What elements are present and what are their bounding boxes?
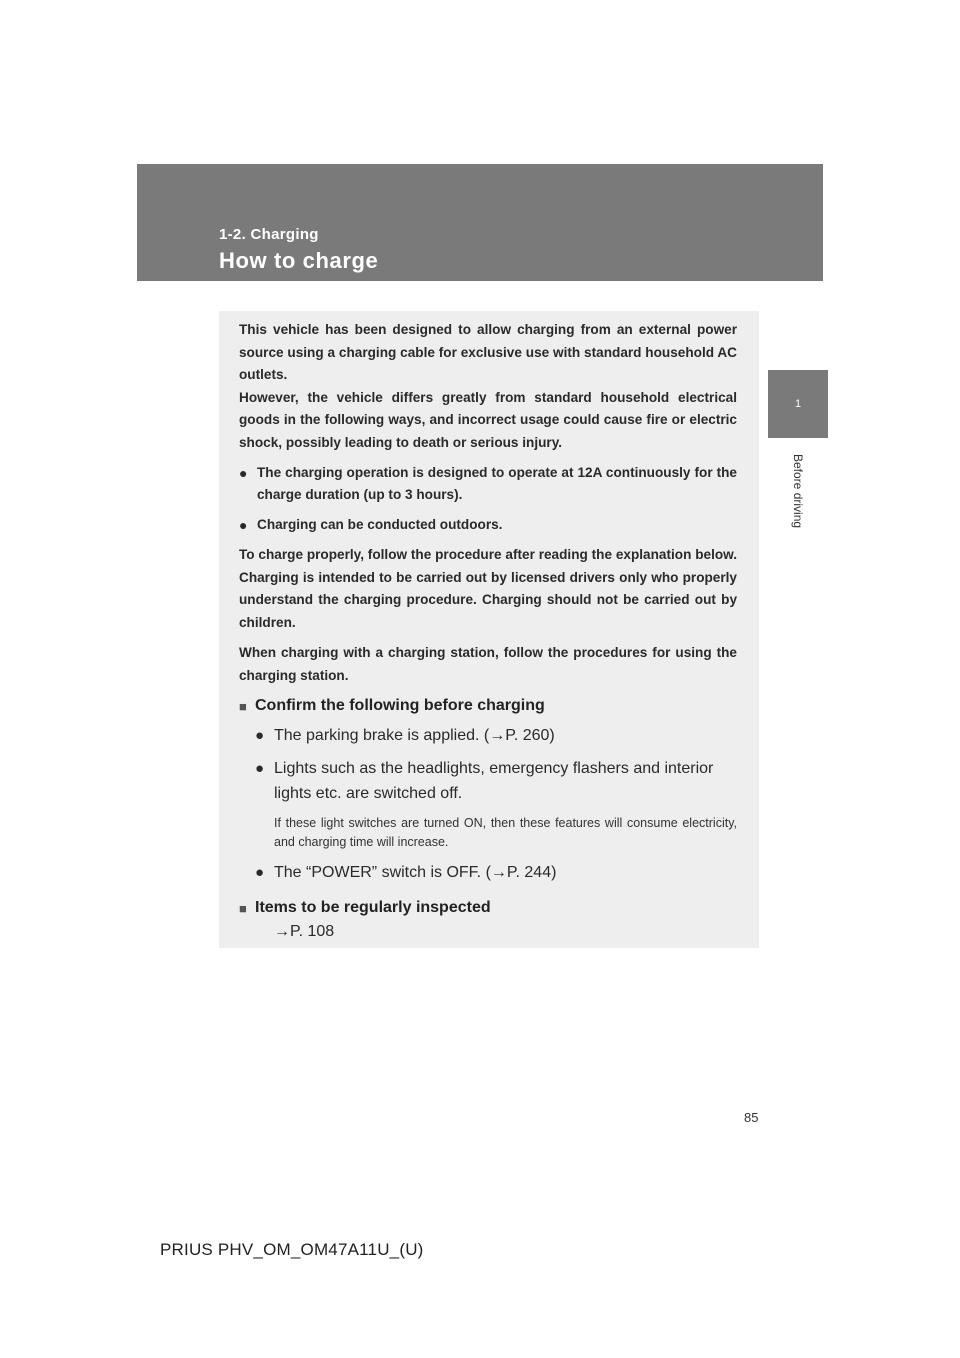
confirm-item <box>255 860 737 885</box>
confirm-item-text: Lights such as the headlights, emergency flashers and interior lights etc. are switched off. <box>274 760 714 802</box>
content-box <box>219 311 759 948</box>
intro-paragraph-1: This vehicle has been designed to allow charging from an external power source using a charging cable for exclusive use with standard household AC outlets. <box>239 322 737 382</box>
intro-bullet <box>239 462 737 506</box>
confirm-item <box>255 756 737 806</box>
chapter-tab <box>768 370 828 438</box>
bullet-icon: ● <box>239 517 248 533</box>
header-band <box>137 164 823 281</box>
chapter-label <box>770 454 826 544</box>
intro-bullet-text: The charging operation is designed to operate at 12A continuously for the charge duration (up to 3 hours). <box>257 465 737 502</box>
section-label: 1-2. Charging <box>219 226 319 243</box>
chapter-number: 1 <box>794 398 802 410</box>
lights-note: If these light switches are turned ON, then these features will consume electricity, and charging time will increase. <box>274 816 737 849</box>
confirm-item-text: The parking brake is applied. (→P. 260) <box>274 727 555 744</box>
intro-bullet-text: Charging can be conducted outdoors. <box>257 517 503 532</box>
bullet-icon: ● <box>255 727 265 744</box>
confirm-heading <box>239 697 737 715</box>
square-bullet-icon: ■ <box>239 900 247 916</box>
intro-bullet <box>239 514 737 536</box>
bullet-icon: ● <box>255 864 265 881</box>
square-bullet-icon: ■ <box>239 698 247 714</box>
intro-paragraph-4: When charging with a charging station, follow the procedures for using the charging station. <box>239 645 737 683</box>
chapter-label-text: Before driving <box>791 454 805 529</box>
confirm-item <box>255 723 737 748</box>
intro-paragraph-2: However, the vehicle differs greatly from standard household electrical goods in the following ways, and incorrect usage could cause fire or electric shock, possibly leading to death or serious injury. <box>239 389 737 450</box>
page-title: How to charge <box>219 248 379 273</box>
bullet-icon: ● <box>255 760 265 777</box>
confirm-heading-text: Confirm the following before charging <box>255 697 545 714</box>
inspect-page-reference: →P. 108 <box>274 923 335 940</box>
confirm-item-text: The “POWER” switch is OFF. (→P. 244) <box>274 864 557 881</box>
footer-document-code: PRIUS PHV_OM_OM47A11U_(U) <box>160 1240 424 1259</box>
inspect-heading-text: Items to be regularly inspected <box>255 899 491 916</box>
page-number: 85 <box>744 1110 759 1125</box>
intro-paragraph-3: To charge properly, follow the procedure after reading the explanation below. Charging is intended to be carried out by licensed drivers only who properly understand the charging procedure. Charging should not be carried out by children. <box>239 547 737 630</box>
intro-section <box>239 319 737 687</box>
bullet-icon: ● <box>239 465 248 481</box>
inspect-heading <box>239 899 737 917</box>
